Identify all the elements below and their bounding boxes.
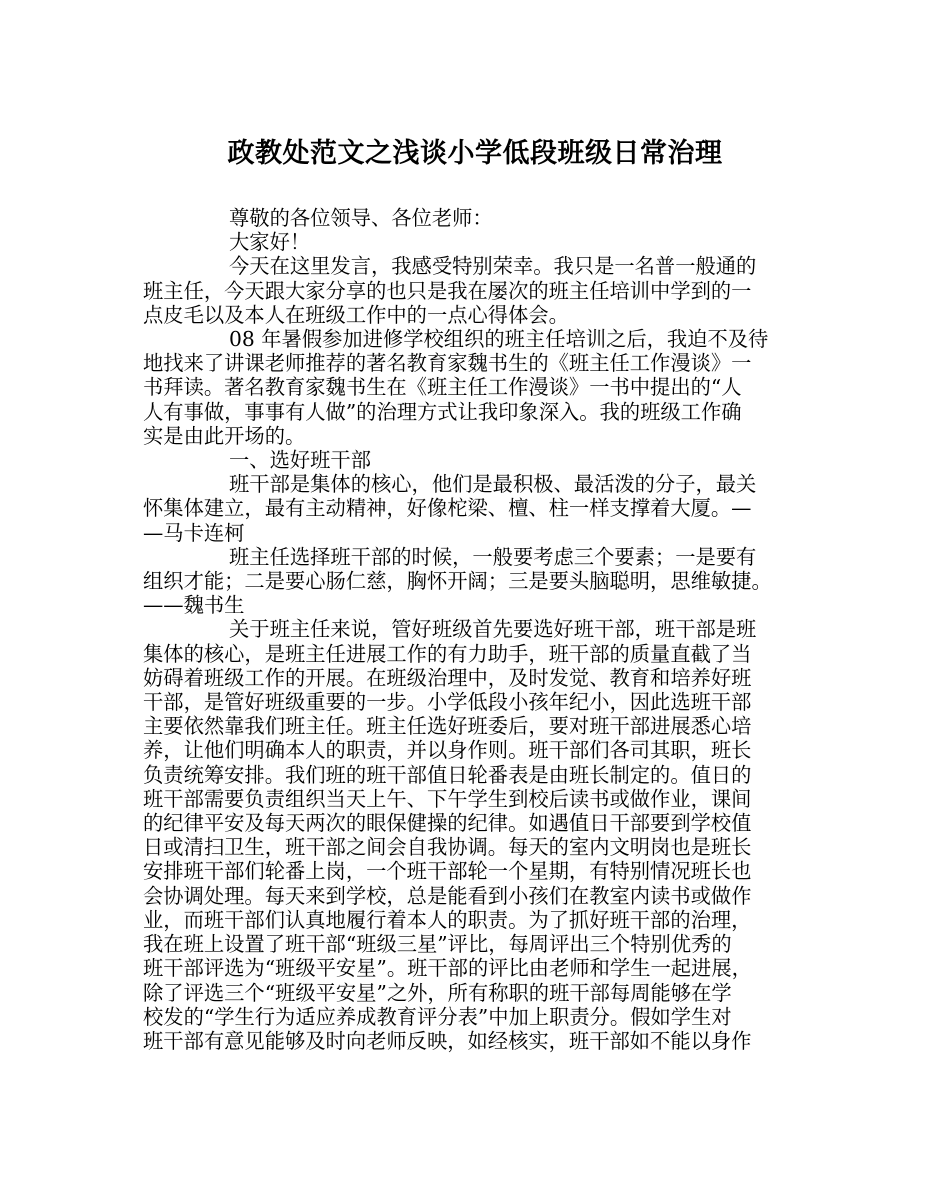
text-line: 班主任选择班干部的时候，一般要考虑三个要素；一是要有 [229,544,757,569]
text-line: 养，让他们明确本人的职责，并以身作则。班干部们各司其职，班长 [143,738,752,763]
paragraph [143,448,821,472]
text-line: 业，而班干部们认真地履行着本人的职责。为了抓好班干部的治理， [143,907,752,932]
text-line: 怀集体建立，最有主动精神，好像柁梁、檀、柱一样支撑着大厦。— [143,496,752,521]
text-line: 组织才能；二是要心肠仁慈，胸怀开阔；三是要头脑聪明，思维敏捷。 [143,569,772,594]
text-line: 班干部有意见能够及时向老师反映，如经核实，班干部如不能以身作 [143,1028,752,1053]
text-line: 我在班上设置了班干部“班级三星”评比，每周评出三个特别优秀的 [143,932,732,957]
text-line: —马卡连柯 [143,520,245,545]
paragraph [143,327,821,448]
text-line: 妨碍着班级工作的开展。在班级治理中，及时发觉、教育和培养好班 [143,665,752,690]
paragraph [143,206,821,230]
text-line: 今天在这里发言，我感受特别荣幸。我只是一名普一般通的 [229,254,757,279]
paragraph [143,472,821,545]
paragraph [143,617,821,1053]
text-line: 集体的核心，是班主任进展工作的有力助手，班干部的质量直截了当 [143,641,752,666]
text-line: 会协调处理。每天来到学校，总是能看到小孩们在教室内读书或做作 [143,883,752,908]
text-line: 除了评选三个“班级平安星”之外，所有称职的班干部每周能够在学 [143,980,732,1005]
paragraph [143,230,821,254]
document-title: 政教处范文之浅谈小学低段班级日常治理 [227,138,723,169]
text-line: 的纪律平安及每天两次的眼保健操的纪律。如遇值日干部要到学校值 [143,811,752,836]
text-line: 校发的“学生行为适应养成教育评分表”中加上职责分。假如学生对 [143,1004,732,1029]
text-line: 地找来了讲课老师推荐的著名教育家魏书生的《班主任工作漫谈》一 [143,351,752,376]
paragraph [143,254,821,327]
text-line: 人有事做，事事有人做”的治理方式让我印象深入。我的班级工作确 [143,399,742,424]
text-line: 负责统筹安排。我们班的班干部值日轮番表是由班长制定的。值日的 [143,762,752,787]
text-line: 大家好！ [229,230,311,255]
document-body [143,206,821,1053]
text-line: 日或清扫卫生，班干部之间会自我协调。每天的室内文明岗也是班长 [143,835,752,860]
text-line: 班干部评选为“班级平安星”。班干部的评比由老师和学生一起进展， [143,956,752,981]
text-line: 08 年暑假参加进修学校组织的班主任培训之后，我迫不及待 [229,327,769,352]
text-line: 实是由此开场的。 [143,423,306,448]
text-line: 班主任，今天跟大家分享的也只是我在屡次的班主任培训中学到的一 [143,278,752,303]
text-line: ——魏书生 [143,593,245,618]
text-line: 安排班干部们轮番上岗，一个班干部轮一个星期，有特别情况班长也 [143,859,752,884]
text-line: 尊敬的各位领导、各位老师： [229,206,493,230]
text-line: 主要依然靠我们班主任。班主任选好班委后，要对班干部进展悉心培 [143,714,752,739]
text-line: 班干部是集体的核心，他们是最积极、最活泼的分子，最关 [229,472,757,497]
text-line: 班干部需要负责组织当天上午、下午学生到校后读书或做作业，课间 [143,786,752,811]
text-line: 关于班主任来说，管好班级首先要选好班干部，班干部是班 [229,617,757,642]
text-line: 书拜读。著名教育家魏书生在《班主任工作漫谈》一书中提出的“人 [143,375,742,400]
text-line: 干部，是管好班级重要的一步。小学低段小孩年纪小，因此选班干部 [143,690,752,715]
text-line: 一、选好班干部 [229,448,371,473]
paragraph [143,545,821,618]
text-line: 点皮毛以及本人在班级工作中的一点心得体会。 [143,302,569,327]
